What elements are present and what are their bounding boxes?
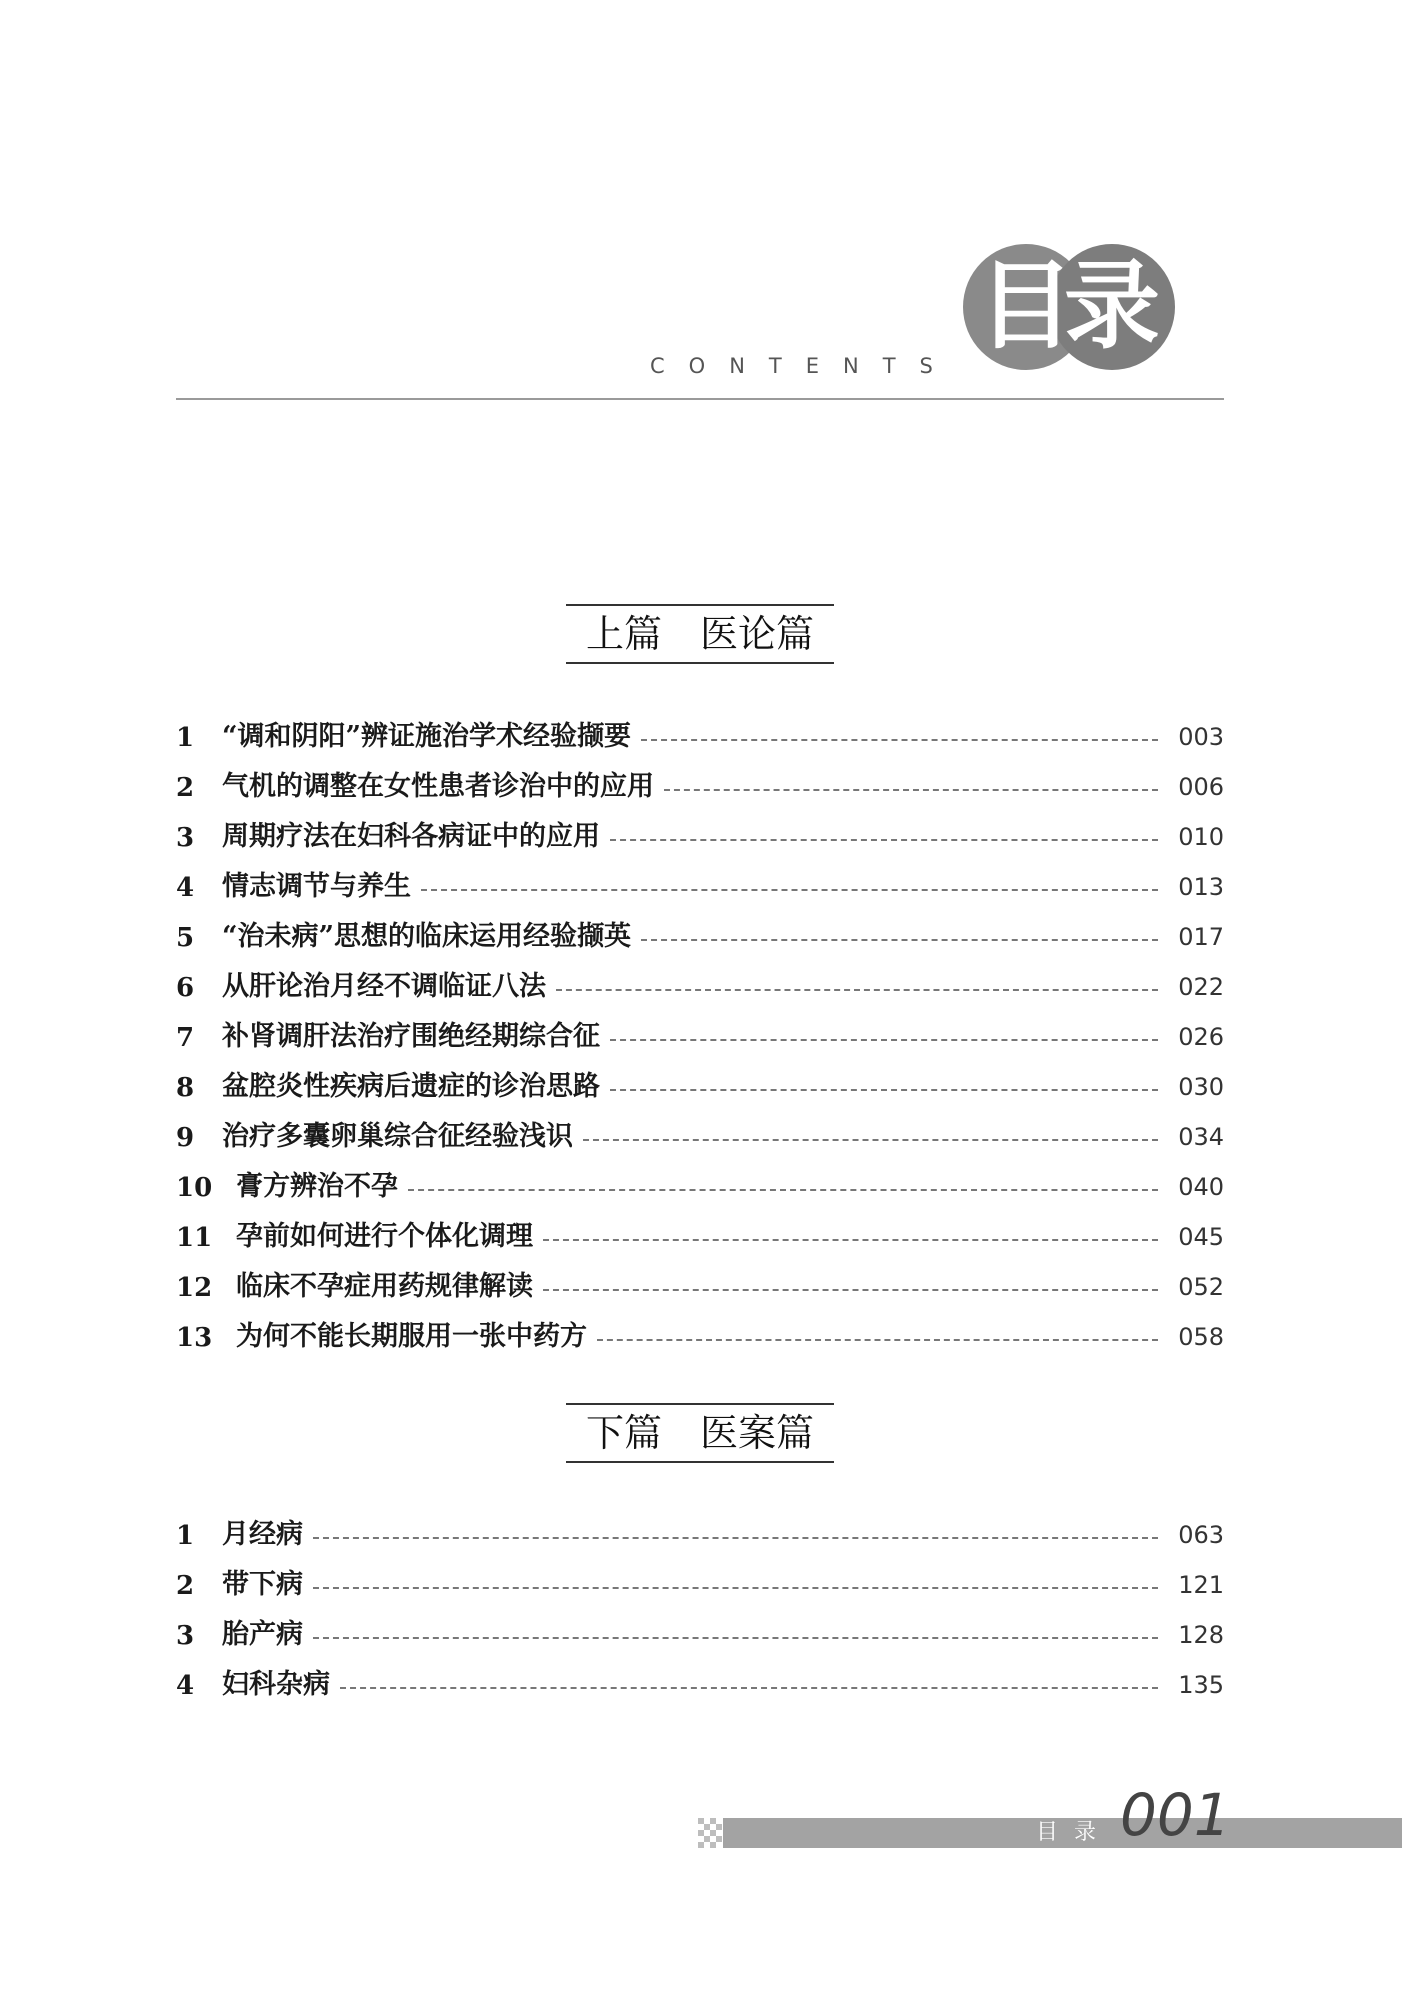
- toc-entry-number: 12: [176, 1273, 213, 1303]
- toc-entry-title: “调和阴阳”辨证施治学术经验撷要: [222, 721, 632, 752]
- toc-entry-title: 补肾调肝法治疗围绝经期综合征: [222, 1021, 600, 1052]
- dotted-leader: [610, 839, 1158, 841]
- contents-title-badge: [963, 244, 1213, 372]
- toc-entry[interactable]: [176, 705, 1224, 755]
- toc-entry-title: 临床不孕症用药规律解读: [236, 1271, 533, 1302]
- toc-entry-page: 006: [1178, 773, 1224, 801]
- toc-entry-page: 121: [1178, 1571, 1224, 1599]
- toc-entry[interactable]: [176, 1105, 1224, 1155]
- toc-entry-page: 034: [1178, 1123, 1224, 1151]
- toc-entry[interactable]: [176, 905, 1224, 955]
- toc-entry[interactable]: [176, 1155, 1224, 1205]
- toc-entry-number: 10: [176, 1173, 213, 1203]
- toc-entry[interactable]: [176, 955, 1224, 1005]
- footer-dots: [698, 1818, 722, 1848]
- toc-entry-number: 8: [176, 1073, 195, 1103]
- toc-entry[interactable]: [176, 1653, 1224, 1703]
- toc-entry-page: 010: [1178, 823, 1224, 851]
- toc-entry-page: 052: [1178, 1273, 1224, 1301]
- toc-entry[interactable]: [176, 1603, 1224, 1653]
- toc-entry-title: 膏方辨治不孕: [236, 1171, 398, 1202]
- toc-entry-page: 040: [1178, 1173, 1224, 1201]
- title-char-2: 录: [1064, 249, 1160, 362]
- contents-word: CONTENTS: [650, 354, 957, 378]
- toc-entry-number: 9: [176, 1123, 195, 1153]
- toc-entry-title: 带下病: [222, 1569, 303, 1600]
- toc-entry-page: 003: [1178, 723, 1224, 751]
- section-title-lower: 下篇 医案篇: [566, 1403, 834, 1463]
- toc-entry-number: 3: [176, 1621, 195, 1651]
- toc-entry[interactable]: [176, 1205, 1224, 1255]
- toc-entry-number: 11: [176, 1223, 213, 1253]
- toc-entry-title: 孕前如何进行个体化调理: [236, 1221, 533, 1252]
- dotted-leader: [421, 889, 1158, 891]
- toc-entry-title: 情志调节与养生: [222, 871, 411, 902]
- toc-entry-number: 5: [176, 923, 195, 953]
- dotted-leader: [641, 939, 1158, 941]
- title-char-1: 目: [978, 249, 1074, 362]
- toc-entry-title: 月经病: [222, 1519, 303, 1550]
- toc-entry[interactable]: [176, 1553, 1224, 1603]
- toc-entry-number: 2: [176, 773, 195, 803]
- toc-entry-title: 盆腔炎性疾病后遗症的诊治思路: [222, 1071, 600, 1102]
- toc-entry[interactable]: [176, 1305, 1224, 1355]
- toc-entry-number: 7: [176, 1023, 195, 1053]
- dotted-leader: [597, 1339, 1158, 1341]
- dotted-leader: [610, 1039, 1158, 1041]
- dotted-leader: [340, 1687, 1158, 1689]
- toc-entry-page: 013: [1178, 873, 1224, 901]
- toc-entry-page: 128: [1178, 1621, 1224, 1649]
- toc-list-upper: [176, 705, 1224, 1355]
- toc-entry-number: 1: [176, 1521, 195, 1551]
- dotted-leader: [408, 1189, 1158, 1191]
- dotted-leader: [313, 1587, 1158, 1589]
- footer-page-number: 001: [1120, 1781, 1231, 1849]
- toc-entry[interactable]: [176, 1005, 1224, 1055]
- toc-entry-title: 从肝论治月经不调临证八法: [222, 971, 546, 1002]
- toc-list-lower: [176, 1503, 1224, 1703]
- toc-entry-title: 周期疗法在妇科各病证中的应用: [222, 821, 600, 852]
- section-title-upper: 上篇 医论篇: [566, 604, 834, 664]
- dotted-leader: [610, 1089, 1158, 1091]
- toc-entry-number: 4: [176, 873, 195, 903]
- dotted-leader: [664, 789, 1158, 791]
- toc-entry-title: 气机的调整在女性患者诊治中的应用: [222, 771, 654, 802]
- toc-entry-page: 045: [1178, 1223, 1224, 1251]
- toc-entry-title: 妇科杂病: [222, 1669, 330, 1700]
- footer-label: 目录: [1036, 1820, 1113, 1845]
- toc-entry[interactable]: [176, 855, 1224, 905]
- toc-entry-page: 063: [1178, 1521, 1224, 1549]
- toc-entry-page: 135: [1178, 1671, 1224, 1699]
- header-rule: [176, 398, 1224, 400]
- toc-entry-number: 13: [176, 1323, 213, 1353]
- toc-entry-page: 026: [1178, 1023, 1224, 1051]
- dotted-leader: [313, 1537, 1158, 1539]
- dotted-leader: [556, 989, 1158, 991]
- toc-entry-title: 治疗多囊卵巢综合征经验浅识: [222, 1121, 573, 1152]
- toc-entry-number: 4: [176, 1671, 195, 1701]
- toc-entry-title: 胎产病: [222, 1619, 303, 1650]
- toc-entry-number: 2: [176, 1571, 195, 1601]
- toc-entry[interactable]: [176, 755, 1224, 805]
- toc-entry-number: 6: [176, 973, 195, 1003]
- dotted-leader: [583, 1139, 1158, 1141]
- toc-entry-page: 058: [1178, 1323, 1224, 1351]
- toc-entry[interactable]: [176, 1255, 1224, 1305]
- dotted-leader: [543, 1239, 1158, 1241]
- toc-entry-page: 017: [1178, 923, 1224, 951]
- toc-entry-title: “治未病”思想的临床运用经验撷英: [222, 921, 632, 952]
- toc-entry[interactable]: [176, 805, 1224, 855]
- toc-entry[interactable]: [176, 1503, 1224, 1553]
- dotted-leader: [543, 1289, 1158, 1291]
- dotted-leader: [641, 739, 1158, 741]
- dotted-leader: [313, 1637, 1158, 1639]
- toc-entry-number: 3: [176, 823, 195, 853]
- toc-entry-page: 030: [1178, 1073, 1224, 1101]
- toc-entry-number: 1: [176, 723, 195, 753]
- toc-entry[interactable]: [176, 1055, 1224, 1105]
- toc-entry-title: 为何不能长期服用一张中药方: [236, 1321, 587, 1352]
- toc-entry-page: 022: [1178, 973, 1224, 1001]
